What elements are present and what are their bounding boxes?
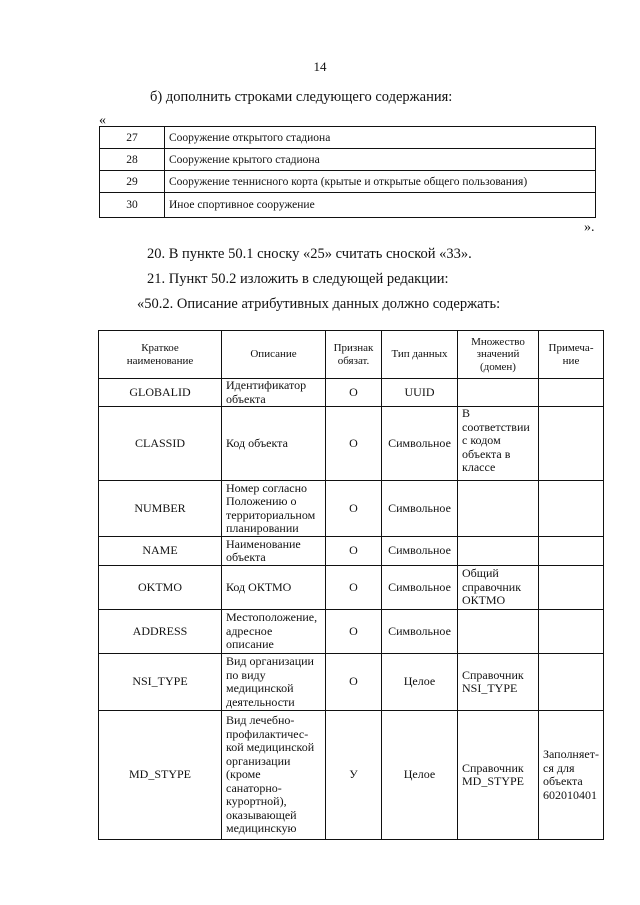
attr-description: Код ОКТМО bbox=[222, 566, 326, 610]
attr-type: UUID bbox=[382, 379, 458, 407]
attr-domain: Справочник NSI_TYPE bbox=[458, 654, 539, 711]
attr-description: Вид организации по виду медицинской деятельности bbox=[222, 654, 326, 711]
header-description: Описание bbox=[222, 331, 326, 379]
attr-type: Целое bbox=[382, 654, 458, 711]
attr-domain bbox=[458, 379, 539, 407]
attr-name: MD_STYPE bbox=[99, 711, 222, 840]
attr-domain: Справочник MD_STYPE bbox=[458, 711, 539, 840]
attr-required: О bbox=[326, 481, 382, 537]
row-number: 27 bbox=[100, 127, 165, 149]
attr-name: NUMBER bbox=[99, 481, 222, 537]
attr-domain bbox=[458, 610, 539, 654]
paragraph-50-2: «50.2. Описание атрибутивных данных должно содержать: bbox=[137, 296, 501, 312]
attr-note bbox=[539, 537, 604, 566]
attr-type: Символьное bbox=[382, 537, 458, 566]
attr-required: О bbox=[326, 379, 382, 407]
header-data-type: Тип данных bbox=[382, 331, 458, 379]
attr-required: О bbox=[326, 654, 382, 711]
table-row bbox=[99, 481, 604, 537]
row-text: Иное спортивное сооружение bbox=[165, 193, 596, 218]
row-number: 28 bbox=[100, 149, 165, 171]
attr-description: Код объекта bbox=[222, 407, 326, 481]
attributes-table bbox=[98, 330, 604, 840]
table-row bbox=[99, 711, 604, 840]
row-text: Сооружение открытого стадиона bbox=[165, 127, 596, 149]
attr-required: О bbox=[326, 537, 382, 566]
table-row bbox=[100, 149, 596, 171]
page-number: 14 bbox=[313, 59, 327, 74]
paragraph-21: 21. Пункт 50.2 изложить в следующей редакции: bbox=[147, 271, 449, 287]
attr-note bbox=[539, 481, 604, 537]
attr-name: CLASSID bbox=[99, 407, 222, 481]
sports-facilities-table bbox=[99, 126, 596, 218]
intro-line: б) дополнить строками следующего содержания: bbox=[150, 89, 453, 105]
close-quote: ». bbox=[584, 220, 595, 235]
attr-note bbox=[539, 407, 604, 481]
attr-domain bbox=[458, 537, 539, 566]
attr-note bbox=[539, 566, 604, 610]
table-row bbox=[100, 171, 596, 193]
table-header-row bbox=[99, 331, 604, 379]
attr-name: OKTMO bbox=[99, 566, 222, 610]
attr-domain: В соответствии с кодом объекта в классе bbox=[458, 407, 539, 481]
attr-required: У bbox=[326, 711, 382, 840]
attr-note bbox=[539, 654, 604, 711]
row-text: Сооружение теннисного корта (крытые и открытые общего пользования) bbox=[165, 171, 596, 193]
attr-type: Целое bbox=[382, 711, 458, 840]
attr-name: GLOBALID bbox=[99, 379, 222, 407]
table-row bbox=[99, 407, 604, 481]
attr-note bbox=[539, 379, 604, 407]
header-required: Признак обязат. bbox=[326, 331, 382, 379]
attr-type: Символьное bbox=[382, 481, 458, 537]
attr-name: NSI_TYPE bbox=[99, 654, 222, 711]
attr-description: Наименование объекта bbox=[222, 537, 326, 566]
attr-name: NAME bbox=[99, 537, 222, 566]
paragraph-20: 20. В пункте 50.1 сноску «25» считать сноской «33». bbox=[147, 246, 472, 262]
attr-description: Идентификатор объекта bbox=[222, 379, 326, 407]
header-note: Примеча- ние bbox=[539, 331, 604, 379]
row-number: 30 bbox=[100, 193, 165, 218]
table-row bbox=[99, 566, 604, 610]
header-domain: Множество значений (домен) bbox=[458, 331, 539, 379]
attr-required: О bbox=[326, 407, 382, 481]
attr-required: О bbox=[326, 566, 382, 610]
row-text: Сооружение крытого стадиона bbox=[165, 149, 596, 171]
table-row bbox=[100, 127, 596, 149]
attr-domain bbox=[458, 481, 539, 537]
row-number: 29 bbox=[100, 171, 165, 193]
table-row bbox=[100, 193, 596, 218]
attr-name: ADDRESS bbox=[99, 610, 222, 654]
table-row bbox=[99, 654, 604, 711]
open-quote: « bbox=[99, 113, 106, 128]
attr-type: Символьное bbox=[382, 610, 458, 654]
attr-required: О bbox=[326, 610, 382, 654]
table-row bbox=[99, 537, 604, 566]
table-row bbox=[99, 610, 604, 654]
attr-description: Номер согласно Положению о территориальном планировании bbox=[222, 481, 326, 537]
attr-note: Заполняет- ся для объекта 602010401 bbox=[539, 711, 604, 840]
header-short-name: Краткое наименование bbox=[99, 331, 222, 379]
attr-type: Символьное bbox=[382, 407, 458, 481]
table-row bbox=[99, 379, 604, 407]
attr-description: Местоположение, адресное описание bbox=[222, 610, 326, 654]
attr-description: Вид лечебно- профилактичес- кой медицинской организации (кроме санаторно- курортной), оказывающей медицинскую bbox=[222, 711, 326, 840]
attr-type: Символьное bbox=[382, 566, 458, 610]
attr-note bbox=[539, 610, 604, 654]
attr-domain: Общий справочник ОКТМО bbox=[458, 566, 539, 610]
